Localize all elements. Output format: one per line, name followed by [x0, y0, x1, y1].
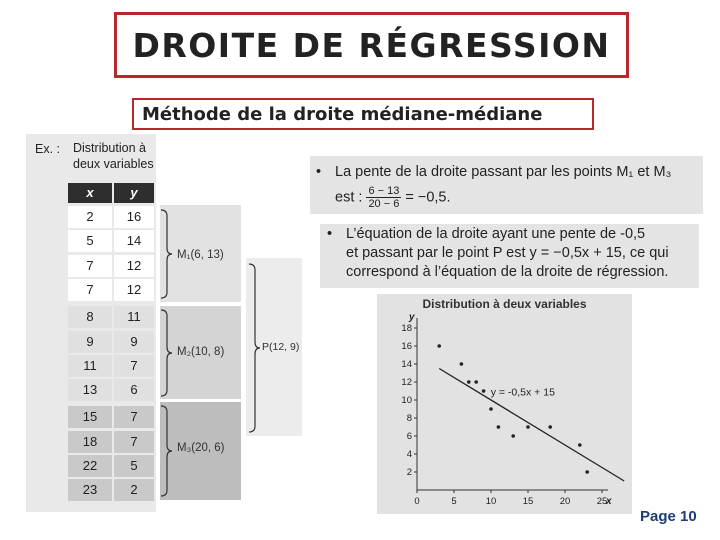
x-tick-label: 0: [414, 496, 420, 507]
y-tick-label: 2: [406, 467, 412, 478]
page-title: DROITE DE RÉGRESSION: [132, 25, 611, 65]
table-cell-x: 8: [68, 306, 112, 328]
table-cell-y: 7: [114, 406, 154, 428]
scatter-chart: [377, 294, 632, 514]
subtitle: Méthode de la droite médiane-médiane: [142, 103, 543, 125]
table-cell-y: 11: [114, 306, 154, 328]
data-point: [497, 425, 501, 429]
y-tick-label: 18: [401, 323, 412, 334]
fraction-denominator: 20 − 6: [368, 198, 400, 210]
table-cell-y: 9: [114, 331, 154, 353]
regression-label: y = -0,5x + 15: [490, 386, 555, 399]
table-cell-x: 23: [68, 479, 112, 501]
table-header-x: x: [68, 183, 112, 203]
y-tick-label: 4: [406, 449, 412, 460]
median-m3: M₃(20, 6): [177, 442, 225, 454]
slope-result: = −0,5.: [405, 189, 451, 206]
data-point: [548, 425, 552, 429]
x-tick-label: 15: [522, 496, 534, 507]
data-point: [482, 389, 486, 393]
table-cell-y: 7: [114, 355, 154, 377]
example-desc-line2: deux variables: [73, 157, 154, 171]
table-cell-x: 7: [68, 279, 112, 301]
data-point: [474, 380, 478, 384]
x-tick-label: 20: [559, 496, 571, 507]
y-tick-label: 8: [406, 413, 412, 424]
table-cell-x: 13: [68, 379, 112, 401]
example-desc-line1: Distribution à: [73, 141, 146, 155]
median-m2: M₂(10, 8): [177, 346, 225, 358]
point-p-label: P(12, 9): [262, 341, 300, 353]
subtitle-box: [132, 98, 594, 130]
fraction-numerator: 6 − 13: [368, 185, 400, 197]
chart-title: Distribution à deux variables: [422, 297, 587, 311]
table-cell-y: 14: [114, 230, 154, 252]
y-tick-label: 6: [406, 431, 412, 442]
table-cell-x: 15: [68, 406, 112, 428]
regression-line: [439, 369, 624, 482]
x-axis-label: x: [606, 496, 612, 507]
table-cell-x: 11: [68, 355, 112, 377]
table-cell-x: 22: [68, 455, 112, 477]
equation-line1: L’équation de la droite ayant une pente de -0,5: [346, 226, 646, 242]
equation-line3: correspond à l’équation de la droite de régression.: [346, 264, 669, 280]
data-point: [511, 434, 515, 438]
title-box: [114, 12, 629, 78]
equation-bullet: •: [327, 226, 333, 242]
table-cell-x: 18: [68, 431, 112, 453]
y-axis-label: y: [409, 312, 415, 323]
slope-line2: [335, 185, 451, 210]
data-point: [526, 425, 530, 429]
slope-fraction: [366, 185, 401, 210]
y-tick-label: 14: [401, 359, 412, 370]
x-tick-label: 5: [451, 496, 457, 507]
table-cell-y: 12: [114, 255, 154, 277]
table-cell-x: 5: [68, 230, 112, 252]
y-tick-label: 10: [401, 395, 412, 406]
brace-icon: [246, 262, 262, 434]
page-number: Page 10: [640, 508, 697, 525]
data-point: [578, 443, 582, 447]
slope-line1: La pente de la droite passant par les points M₁ et M₃: [335, 164, 672, 180]
table-cell-x: 2: [68, 206, 112, 228]
x-tick-label: 10: [485, 496, 497, 507]
brace-icon: [157, 308, 173, 398]
table-cell-x: 7: [68, 255, 112, 277]
slope-bullet: •: [316, 164, 322, 180]
table-cell-y: 12: [114, 279, 154, 301]
slope-prefix: est :: [335, 189, 363, 206]
x-tick-label: 25: [596, 496, 608, 507]
data-point: [585, 470, 589, 474]
y-tick-label: 12: [401, 377, 412, 388]
table-cell-y: 5: [114, 455, 154, 477]
table-header-y: y: [114, 183, 154, 203]
brace-icon: [157, 404, 173, 498]
y-tick-label: 16: [401, 341, 412, 352]
data-point: [467, 380, 471, 384]
table-cell-y: 2: [114, 479, 154, 501]
data-point: [460, 362, 464, 366]
table-cell-x: 9: [68, 331, 112, 353]
table-cell-y: 6: [114, 379, 154, 401]
brace-icon: [157, 208, 173, 300]
table-cell-y: 7: [114, 431, 154, 453]
equation-line2: et passant par le point P est y = −0,5x + 15, ce qui: [346, 245, 669, 261]
median-m1: M₁(6, 13): [177, 249, 224, 261]
data-point: [489, 407, 493, 411]
example-description: [73, 140, 154, 172]
table-cell-y: 16: [114, 206, 154, 228]
example-label: Ex. :: [35, 142, 61, 156]
data-point: [437, 344, 441, 348]
